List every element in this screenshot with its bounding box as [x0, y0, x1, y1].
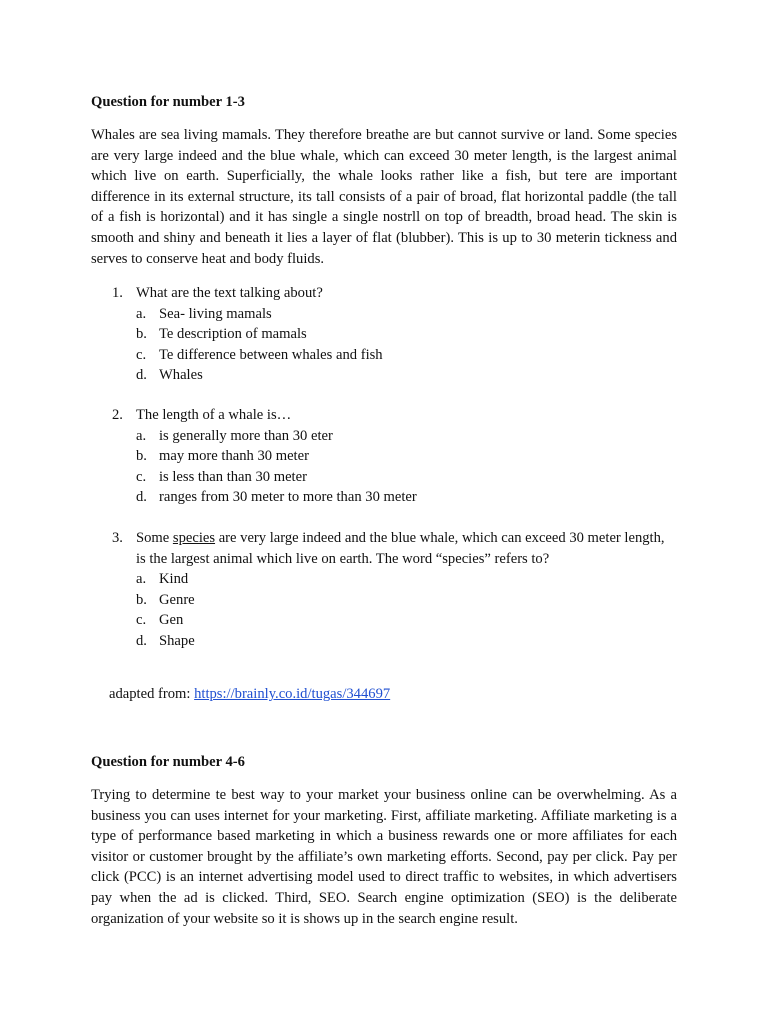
option-letter: b.	[136, 591, 147, 608]
option-a	[112, 569, 672, 590]
option-letter: d.	[136, 367, 147, 384]
option-letter: c.	[136, 612, 147, 629]
option-d	[112, 631, 672, 652]
question-2	[112, 405, 672, 508]
option-letter: a.	[136, 571, 147, 588]
question-text: The length of a whale is…	[136, 407, 292, 423]
source-label: adapted from:	[109, 686, 195, 702]
question-number: 3.	[112, 530, 123, 546]
option-d	[112, 365, 672, 386]
option-letter: d.	[136, 632, 147, 649]
question-text: What are the text talking about?	[136, 285, 323, 301]
question-1	[112, 283, 672, 386]
option-b	[112, 324, 672, 345]
option-text: Te description of mamals	[159, 326, 307, 343]
option-b	[112, 446, 672, 467]
question-3	[112, 528, 672, 652]
option-text: is generally more than 30 eter	[159, 427, 333, 444]
option-text: is less than than 30 meter	[159, 468, 307, 485]
section-heading-1-3: Question for number 1-3	[91, 94, 245, 110]
option-a	[112, 426, 672, 447]
option-letter: c.	[136, 346, 147, 363]
option-d	[112, 487, 672, 508]
question-text-after: are very large indeed and the blue whale, which can exceed 30 meter length, is the largest animal which live on earth. The word “species” refers to?	[136, 530, 665, 567]
option-letter: c.	[136, 468, 147, 485]
option-text: ranges from 30 meter to more than 30 meter	[159, 489, 417, 506]
underlined-word: species	[172, 530, 216, 546]
option-letter: a.	[136, 427, 147, 444]
option-c	[112, 610, 672, 631]
option-letter: b.	[136, 326, 147, 343]
option-c	[112, 467, 672, 488]
question-number: 2.	[112, 407, 123, 423]
option-text: Genre	[159, 591, 195, 608]
option-b	[112, 590, 672, 611]
section-heading-4-6: Question for number 4-6	[91, 754, 245, 770]
passage-whales: Whales are sea living mamals. They therefore breathe are but cannot survive or land. Some species are very large indeed and the blue whale, which can exceed 30 meter length, is the largest animal which live on earth. Superficially, the whale looks rather like a fish, but tere are important difference in its external structure, its tall consists of a pair of broad, flat horizontal paddle (the tall of a fish is horizontal) and it has single a single nostrll on top of breadth, broad head. The skin is smooth and shiny and beneath it lies a layer of flat (blubber). This is up to 30 meterin tickness and serves to conserve heat and body fluids.	[91, 127, 677, 267]
passage-marketing: Trying to determine te best way to your market your business online can be overwhelming. As a business you can uses internet for your marketing. First, affiliate marketing. Affiliate marketing is a type of performance based marketing in which a business rewards one or more affiliates for each visitor or customer brought by the affiliate’s own marketing efforts. Second, pay per click. Pay per click (PCC) is an internet advertising model used to direct traffic to websites, in which advertisers pay when the ad is clicked. Third, SEO. Search engine optimization (SEO) is the deliberate organization of your website so it is shows up in the search engine result.	[91, 787, 677, 927]
question-text-before: Some	[136, 530, 173, 546]
option-text: Sea- living mamals	[159, 305, 272, 322]
option-text: Whales	[159, 367, 203, 384]
source-link[interactable]: https://brainly.co.id/tugas/344697	[194, 686, 391, 702]
option-letter: d.	[136, 489, 147, 506]
question-number: 1.	[112, 285, 123, 301]
option-text: may more thanh 30 meter	[159, 448, 309, 465]
option-text: Gen	[159, 612, 184, 629]
option-text: Te difference between whales and fish	[159, 346, 383, 363]
option-letter: b.	[136, 448, 147, 465]
option-c	[112, 345, 672, 366]
option-text: Shape	[159, 632, 195, 649]
question-text	[136, 528, 672, 569]
option-text: Kind	[159, 571, 189, 588]
option-letter: a.	[136, 305, 147, 322]
source-citation	[109, 684, 390, 705]
option-a	[112, 304, 672, 325]
